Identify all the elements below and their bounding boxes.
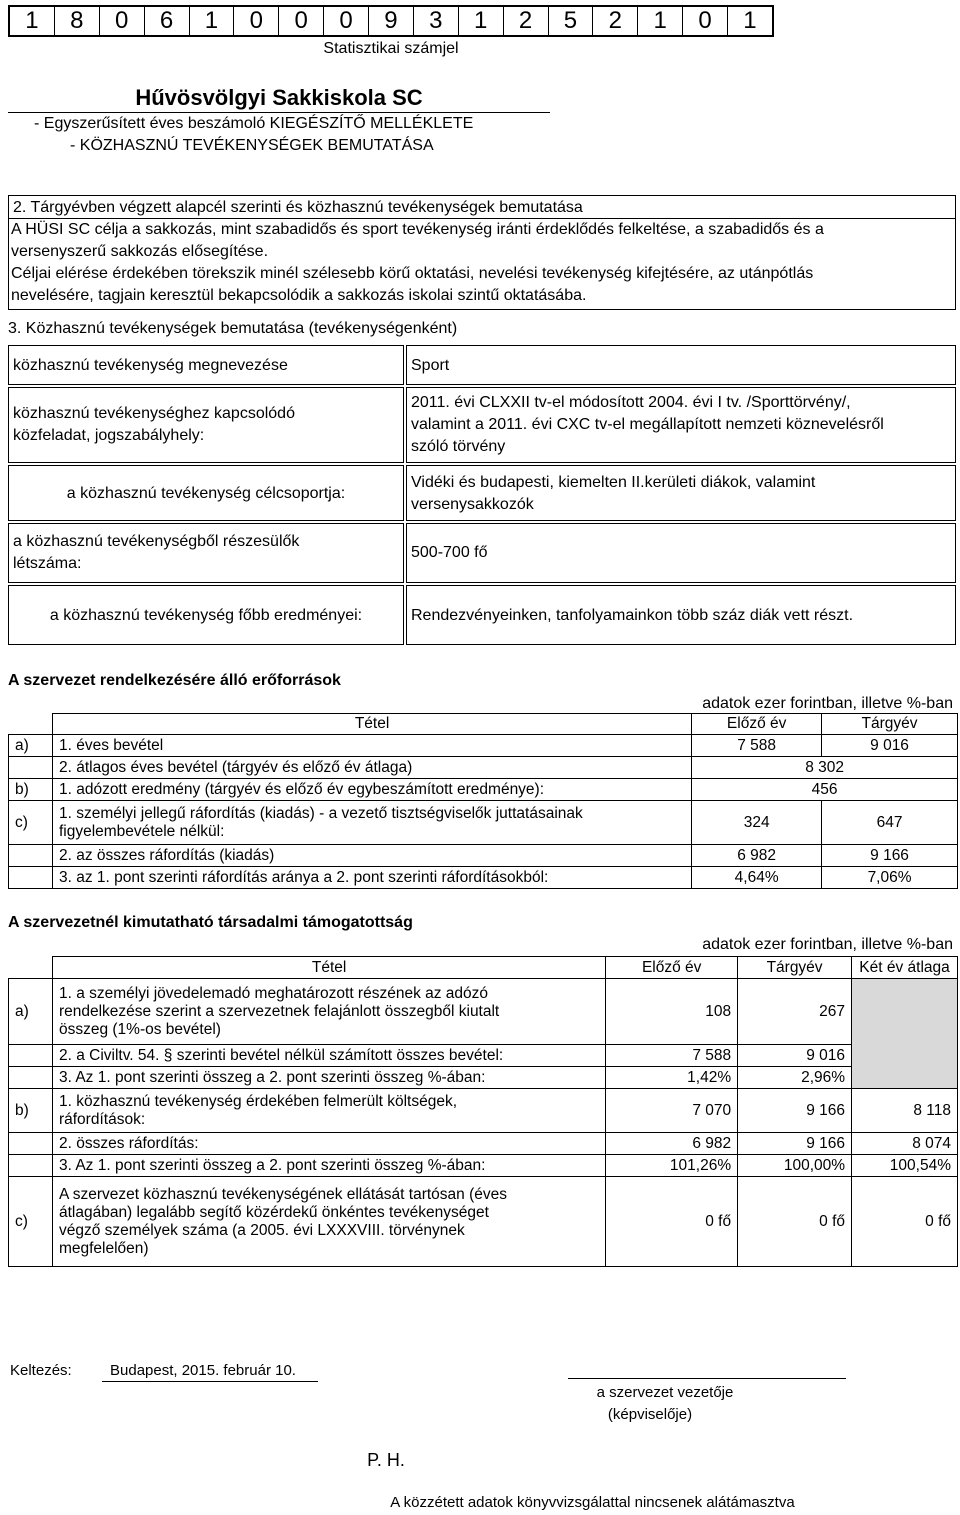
row-text: 2. az összes ráfordítás (kiadás) — [52, 845, 691, 867]
row-mark — [9, 1133, 53, 1155]
row-text — [52, 1089, 605, 1133]
row-text: 1. adózott eredmény (tárgyév és előző év egybeszámított eredménye): — [52, 779, 691, 801]
col-current-year: Tárgyév — [738, 957, 852, 979]
participants-label-cell — [8, 523, 404, 583]
prev-value: 7 588 — [692, 735, 822, 757]
row-text: 2. a Civiltv. 54. § szerinti bevétel nélkül számított összes bevétel: — [52, 1045, 605, 1067]
org-name: Hűvösvölgyi Sakkiskola SC — [8, 84, 550, 113]
row-text-line: átlagában) legalább segítő közérdekű önkéntes tevékenységet — [58, 1203, 489, 1221]
table-row — [9, 1177, 958, 1267]
target-group-value-line: versenysakkozók — [411, 496, 534, 513]
curr-value: 9 166 — [738, 1133, 852, 1155]
stat-number-label: Statisztikai számjel — [323, 40, 459, 57]
prev-value: 7 588 — [606, 1045, 738, 1067]
stat-digit: 0 — [279, 7, 324, 35]
row-text: 2. átlagos éves bevétel (tárgyév és előző év átlaga) — [52, 757, 691, 779]
section-3-title: 3. Közhasznú tevékenységek bemutatása (tevékenységenként) — [8, 320, 458, 337]
target-group-label: a közhasznú tevékenység célcsoportja: — [66, 485, 346, 502]
public-task-value-line: valamint a 2011. évi CXC tv-el megállapított nemzeti köznevelésről — [411, 416, 884, 433]
curr-value: 9 166 — [822, 845, 958, 867]
date-value: Budapest, 2015. február 10. — [102, 1360, 318, 1382]
row-text-line: megfelelően) — [58, 1239, 149, 1257]
row-mark: a) — [9, 735, 53, 757]
public-task-value-line: szóló törvény — [411, 438, 506, 455]
public-task-label-cell — [8, 387, 404, 463]
row-text: 3. az 1. pont szerinti ráfordítás aránya a 2. pont szerinti ráfordításokból: — [52, 867, 691, 889]
target-group-label-cell — [8, 465, 404, 521]
avg-value: 8 118 — [852, 1089, 958, 1133]
header-line-2: - KÖZHASZNÚ TEVÉKENYSÉGEK BEMUTATÁSA — [70, 137, 434, 154]
table-row — [9, 1045, 958, 1067]
row-mark: b) — [9, 779, 53, 801]
row-mark — [9, 1067, 53, 1089]
row-mark: c) — [9, 1177, 53, 1267]
prev-value: 324 — [692, 801, 822, 845]
table-row — [9, 757, 958, 779]
activity-name-label: közhasznú tevékenység megnevezése — [13, 357, 288, 374]
row-mark: c) — [9, 801, 53, 845]
col-item: Tétel — [52, 957, 605, 979]
row-text: 1. éves bevétel — [52, 735, 691, 757]
col-two-year-avg: Két év átlaga — [852, 957, 958, 979]
section-2-text-line: versenyszerű sakkozás elősegítése. — [11, 243, 269, 260]
table-row — [9, 735, 958, 757]
stat-digit: 2 — [504, 7, 549, 35]
results-label-cell — [8, 585, 404, 645]
merged-value: 456 — [692, 779, 958, 801]
prev-value: 6 982 — [692, 845, 822, 867]
header-line-1: - Egyszerűsített éves beszámoló KIEGÉSZÍTŐ MELLÉKLETE — [34, 115, 474, 132]
row-mark: a) — [9, 979, 53, 1045]
curr-value: 0 fő — [738, 1177, 852, 1267]
row-mark: b) — [9, 1089, 53, 1133]
public-task-label-line: közfeladat, jogszabályhely: — [13, 427, 205, 444]
table-row — [9, 801, 958, 845]
table-row — [9, 1155, 958, 1177]
table-row — [9, 1067, 958, 1089]
prev-value: 108 — [606, 979, 738, 1045]
signer-title: a szervezet vezetője — [596, 1384, 734, 1401]
row-text: 3. Az 1. pont szerinti összeg a 2. pont szerinti összeg %-ában: — [52, 1155, 605, 1177]
prev-value: 6 982 — [606, 1133, 738, 1155]
table-row — [9, 979, 958, 1045]
prev-value: 7 070 — [606, 1089, 738, 1133]
signature-line — [568, 1378, 846, 1379]
public-task-label-line: közhasznú tevékenységhez kapcsolódó — [13, 405, 295, 422]
target-group-value-cell — [406, 465, 956, 521]
activity-name-label-cell — [8, 345, 404, 385]
table-row — [9, 1133, 958, 1155]
support-header-row — [9, 957, 958, 979]
row-text-line: 1. a személyi jövedelemadó meghatározott részének az adózó — [58, 984, 489, 1002]
curr-value: 2,96% — [738, 1067, 852, 1089]
row-text — [52, 801, 691, 845]
row-text-line: 1. közhasznú tevékenység érdekében felmerült költségek, — [58, 1092, 458, 1110]
stat-digit: 0 — [100, 7, 145, 35]
support-table — [8, 956, 958, 1267]
avg-value: 100,54% — [852, 1155, 958, 1177]
prev-value: 101,26% — [606, 1155, 738, 1177]
row-text-line: rendelkezése szerint a szervezetnek felajánlott összegből kiutalt — [58, 1002, 500, 1020]
stat-digit: 5 — [549, 7, 594, 35]
row-text: 2. összes ráfordítás: — [52, 1133, 605, 1155]
stat-digit: 1 — [743, 7, 757, 34]
curr-value: 267 — [738, 979, 852, 1045]
resources-title: A szervezet rendelkezésére álló erőforrások — [8, 672, 341, 689]
prev-value: 1,42% — [606, 1067, 738, 1089]
row-text-line: ráfordítások: — [58, 1110, 146, 1128]
stat-digit: 0 — [234, 7, 279, 35]
curr-value: 9 016 — [738, 1045, 852, 1067]
stat-digit: 6 — [145, 7, 190, 35]
table-row — [9, 1089, 958, 1133]
stat-digit: 9 — [369, 7, 414, 35]
row-text — [52, 979, 605, 1045]
curr-value: 9 166 — [738, 1089, 852, 1133]
shaded-empty-cell — [852, 979, 958, 1089]
row-mark — [9, 867, 53, 889]
results-value: Rendezvényeinken, tanfolyamainkon több száz diák vett részt. — [411, 607, 854, 624]
resources-header-row — [9, 714, 958, 735]
curr-value: 647 — [822, 801, 958, 845]
resources-unit-note: adatok ezer forintban, illetve %-ban — [702, 695, 953, 712]
stat-digit: 1 — [459, 7, 504, 35]
row-mark — [9, 1045, 53, 1067]
stat-digit: 0 — [324, 7, 369, 35]
curr-value: 7,06% — [822, 867, 958, 889]
stat-digit: 2 — [593, 7, 638, 35]
support-title: A szervezetnél kimutatható társadalmi támogatottság — [8, 914, 413, 931]
section-2-text-line: A HÜSI SC célja a sakkozás, mint szabadidős és sport tevékenység iránti érdeklődés felkeltése, a szabadidős és a — [11, 221, 824, 238]
results-label: a közhasznú tevékenység főbb eredményei: — [49, 607, 363, 624]
participants-label-line: létszáma: — [13, 555, 82, 572]
signer-subtitle: (képviselője) — [607, 1406, 693, 1423]
activity-name-value: Sport — [411, 357, 450, 374]
section-2-title: 2. Tárgyévben végzett alapcél szerinti és közhasznú tevékenységek bemutatása — [13, 199, 583, 216]
stat-digit: 0 — [683, 7, 728, 35]
col-current-year: Tárgyév — [822, 714, 958, 735]
table-row — [9, 867, 958, 889]
row-text-line: 1. személyi jellegű ráfordítás (kiadás) - a vezető tisztségviselők juttatásainak — [58, 804, 583, 822]
row-text-line: végző személyek száma (a 2005. évi LXXXVIII. törvénynek — [58, 1221, 465, 1239]
activity-name-value-cell — [406, 345, 956, 385]
row-text: 3. Az 1. pont szerinti összeg a 2. pont szerinti összeg %-ában: — [52, 1067, 605, 1089]
row-mark — [9, 1155, 53, 1177]
curr-value: 9 016 — [822, 735, 958, 757]
participants-value-cell — [406, 523, 956, 583]
row-text-line: A szervezet közhasznú tevékenységének ellátását tartósan (éves — [58, 1185, 508, 1203]
merged-value: 8 302 — [692, 757, 958, 779]
row-text-line: összeg (1%-os bevétel) — [58, 1020, 221, 1038]
support-unit-note: adatok ezer forintban, illetve %-ban — [702, 936, 953, 953]
section-2-box — [8, 195, 956, 310]
target-group-value-line: Vidéki és budapesti, kiemelten II.kerületi diákok, valamint — [411, 474, 816, 491]
avg-value: 8 074 — [852, 1133, 958, 1155]
table-row — [9, 845, 958, 867]
public-task-value-cell — [406, 387, 956, 463]
col-prev-year: Előző év — [606, 957, 738, 979]
seal-placeholder: P. H. — [367, 1450, 405, 1470]
audit-note: A közzétett adatok könyvvizsgálattal nincsenek alátámasztva — [390, 1494, 795, 1511]
row-mark — [9, 845, 53, 867]
participants-value: 500-700 fő — [411, 544, 488, 561]
results-value-cell — [406, 585, 956, 645]
stat-digit: 8 — [55, 7, 100, 35]
col-prev-year: Előző év — [692, 714, 822, 735]
public-task-value-line: 2011. évi CLXXII tv-el módosított 2004. évi I tv. /Sporttörvény/, — [411, 394, 851, 411]
stat-digit: 1 — [10, 7, 55, 35]
date-label: Keltezés: — [10, 1362, 72, 1379]
participants-label-line: a közhasznú tevékenységből részesülők — [13, 533, 300, 550]
resources-table — [8, 713, 958, 889]
stat-digit: 1 — [638, 7, 683, 35]
row-text-line: figyelembevétele nélkül: — [58, 822, 225, 840]
row-mark — [9, 757, 53, 779]
stat-number-boxes — [8, 5, 774, 37]
section-2-text-line: nevelésére, tagjain keresztül bekapcsolódik a sakkozás iskolai szintű oktatásába. — [11, 287, 587, 304]
row-text — [52, 1177, 605, 1267]
prev-value: 0 fő — [606, 1177, 738, 1267]
stat-digit: 1 — [190, 7, 235, 35]
section-2-text-line: Céljai elérése érdekében törekszik minél szélesebb körű oktatási, nevelési tevékenység kifejtésére, az utánpótlás — [11, 265, 814, 282]
table-row — [9, 779, 958, 801]
avg-value: 0 fő — [852, 1177, 958, 1267]
prev-value: 4,64% — [692, 867, 822, 889]
stat-digit: 3 — [414, 7, 459, 35]
col-item: Tétel — [52, 714, 691, 735]
curr-value: 100,00% — [738, 1155, 852, 1177]
